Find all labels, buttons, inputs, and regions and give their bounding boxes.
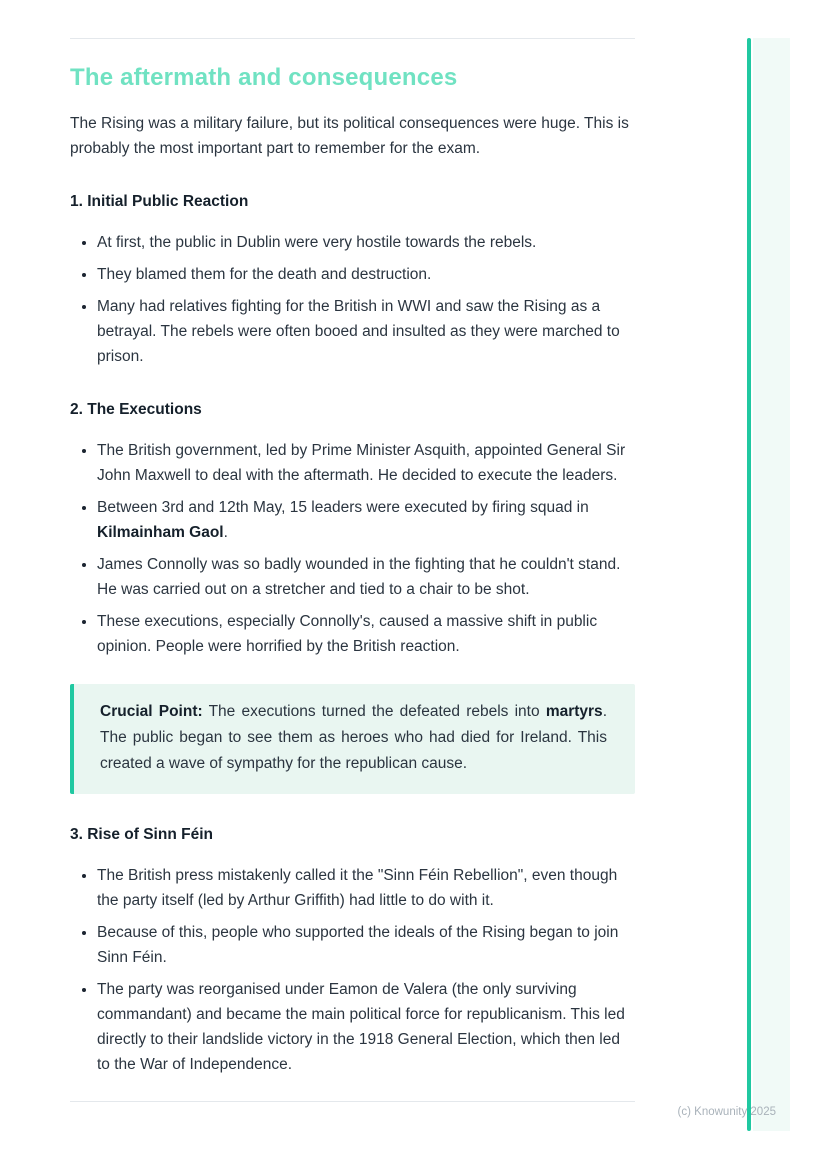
crucial-point-callout	[70, 684, 635, 794]
callout-label: Crucial Point:	[100, 703, 203, 720]
list-item: • James Connolly was so badly wounded in the fighting that he couldn't stand. He was carried out on a stretcher and tied to a chair to be shot.	[97, 552, 635, 602]
callout-paragraph	[100, 699, 607, 777]
bullet-list-section-3	[70, 863, 635, 1077]
callout-text: The executions turned the defeated rebels into	[202, 703, 546, 720]
copyright-text: (c) Knowunity 2025	[677, 1106, 776, 1118]
top-divider	[70, 38, 635, 39]
list-item: • These executions, especially Connolly's, caused a massive shift in public opinion. People were horrified by the British reaction.	[97, 609, 635, 659]
list-item: • The British press mistakenly called it the "Sinn Féin Rebellion", even though the party itself (led by Arthur Griffith) had little to do with it.	[97, 863, 635, 913]
list-item: • Many had relatives fighting for the British in WWI and saw the Rising as a betrayal. The rebels were often booed and insulted as they were marched to prison.	[97, 294, 635, 369]
list-item: • The party was reorganised under Eamon de Valera (the only surviving commandant) and became the main political force for republicanism. This led directly to their landslide victory in the 1918 General Election, which then led to the War of Independence.	[97, 977, 635, 1077]
intro-paragraph: The Rising was a military failure, but its political consequences were huge. This is probably the most important part to remember for the exam.	[70, 115, 629, 157]
list-item: • The British government, led by Prime Minister Asquith, appointed General Sir John Maxwell to deal with the aftermath. He decided to execute the leaders.	[97, 438, 635, 488]
section-heading-initial-public-reaction: 1. Initial Public Reaction	[70, 193, 249, 210]
bold-text: martyrs	[545, 703, 603, 720]
list-item-text: Between 3rd and 12th May, 15 leaders were executed by firing squad in	[97, 499, 589, 516]
bullet-list-section-1	[70, 230, 635, 369]
document-content	[70, 0, 635, 1102]
section-heading-rise-of-sinn-fein: 3. Rise of Sinn Féin	[70, 826, 213, 843]
list-item: • Because of this, people who supported the ideals of the Rising began to join Sinn Féin.	[97, 920, 635, 970]
page-title: The aftermath and consequences	[70, 64, 458, 91]
section-heading-the-executions: 2. The Executions	[70, 401, 202, 418]
list-item: • At first, the public in Dublin were very hostile towards the rebels.	[97, 230, 635, 255]
list-item-text: .	[223, 524, 228, 541]
bullet-list-section-2	[70, 438, 635, 659]
page-accent-line	[747, 38, 751, 1131]
list-item: • They blamed them for the death and destruction.	[97, 262, 635, 287]
list-item	[97, 495, 635, 545]
callout-text: . The public began to see them as heroes who had died for Ireland. This created a wave of sympathy for the republican cause.	[100, 703, 607, 772]
page-accent-strip	[753, 38, 790, 1131]
bold-text: Kilmainham Gaol	[97, 524, 224, 541]
bottom-divider	[70, 1101, 635, 1102]
